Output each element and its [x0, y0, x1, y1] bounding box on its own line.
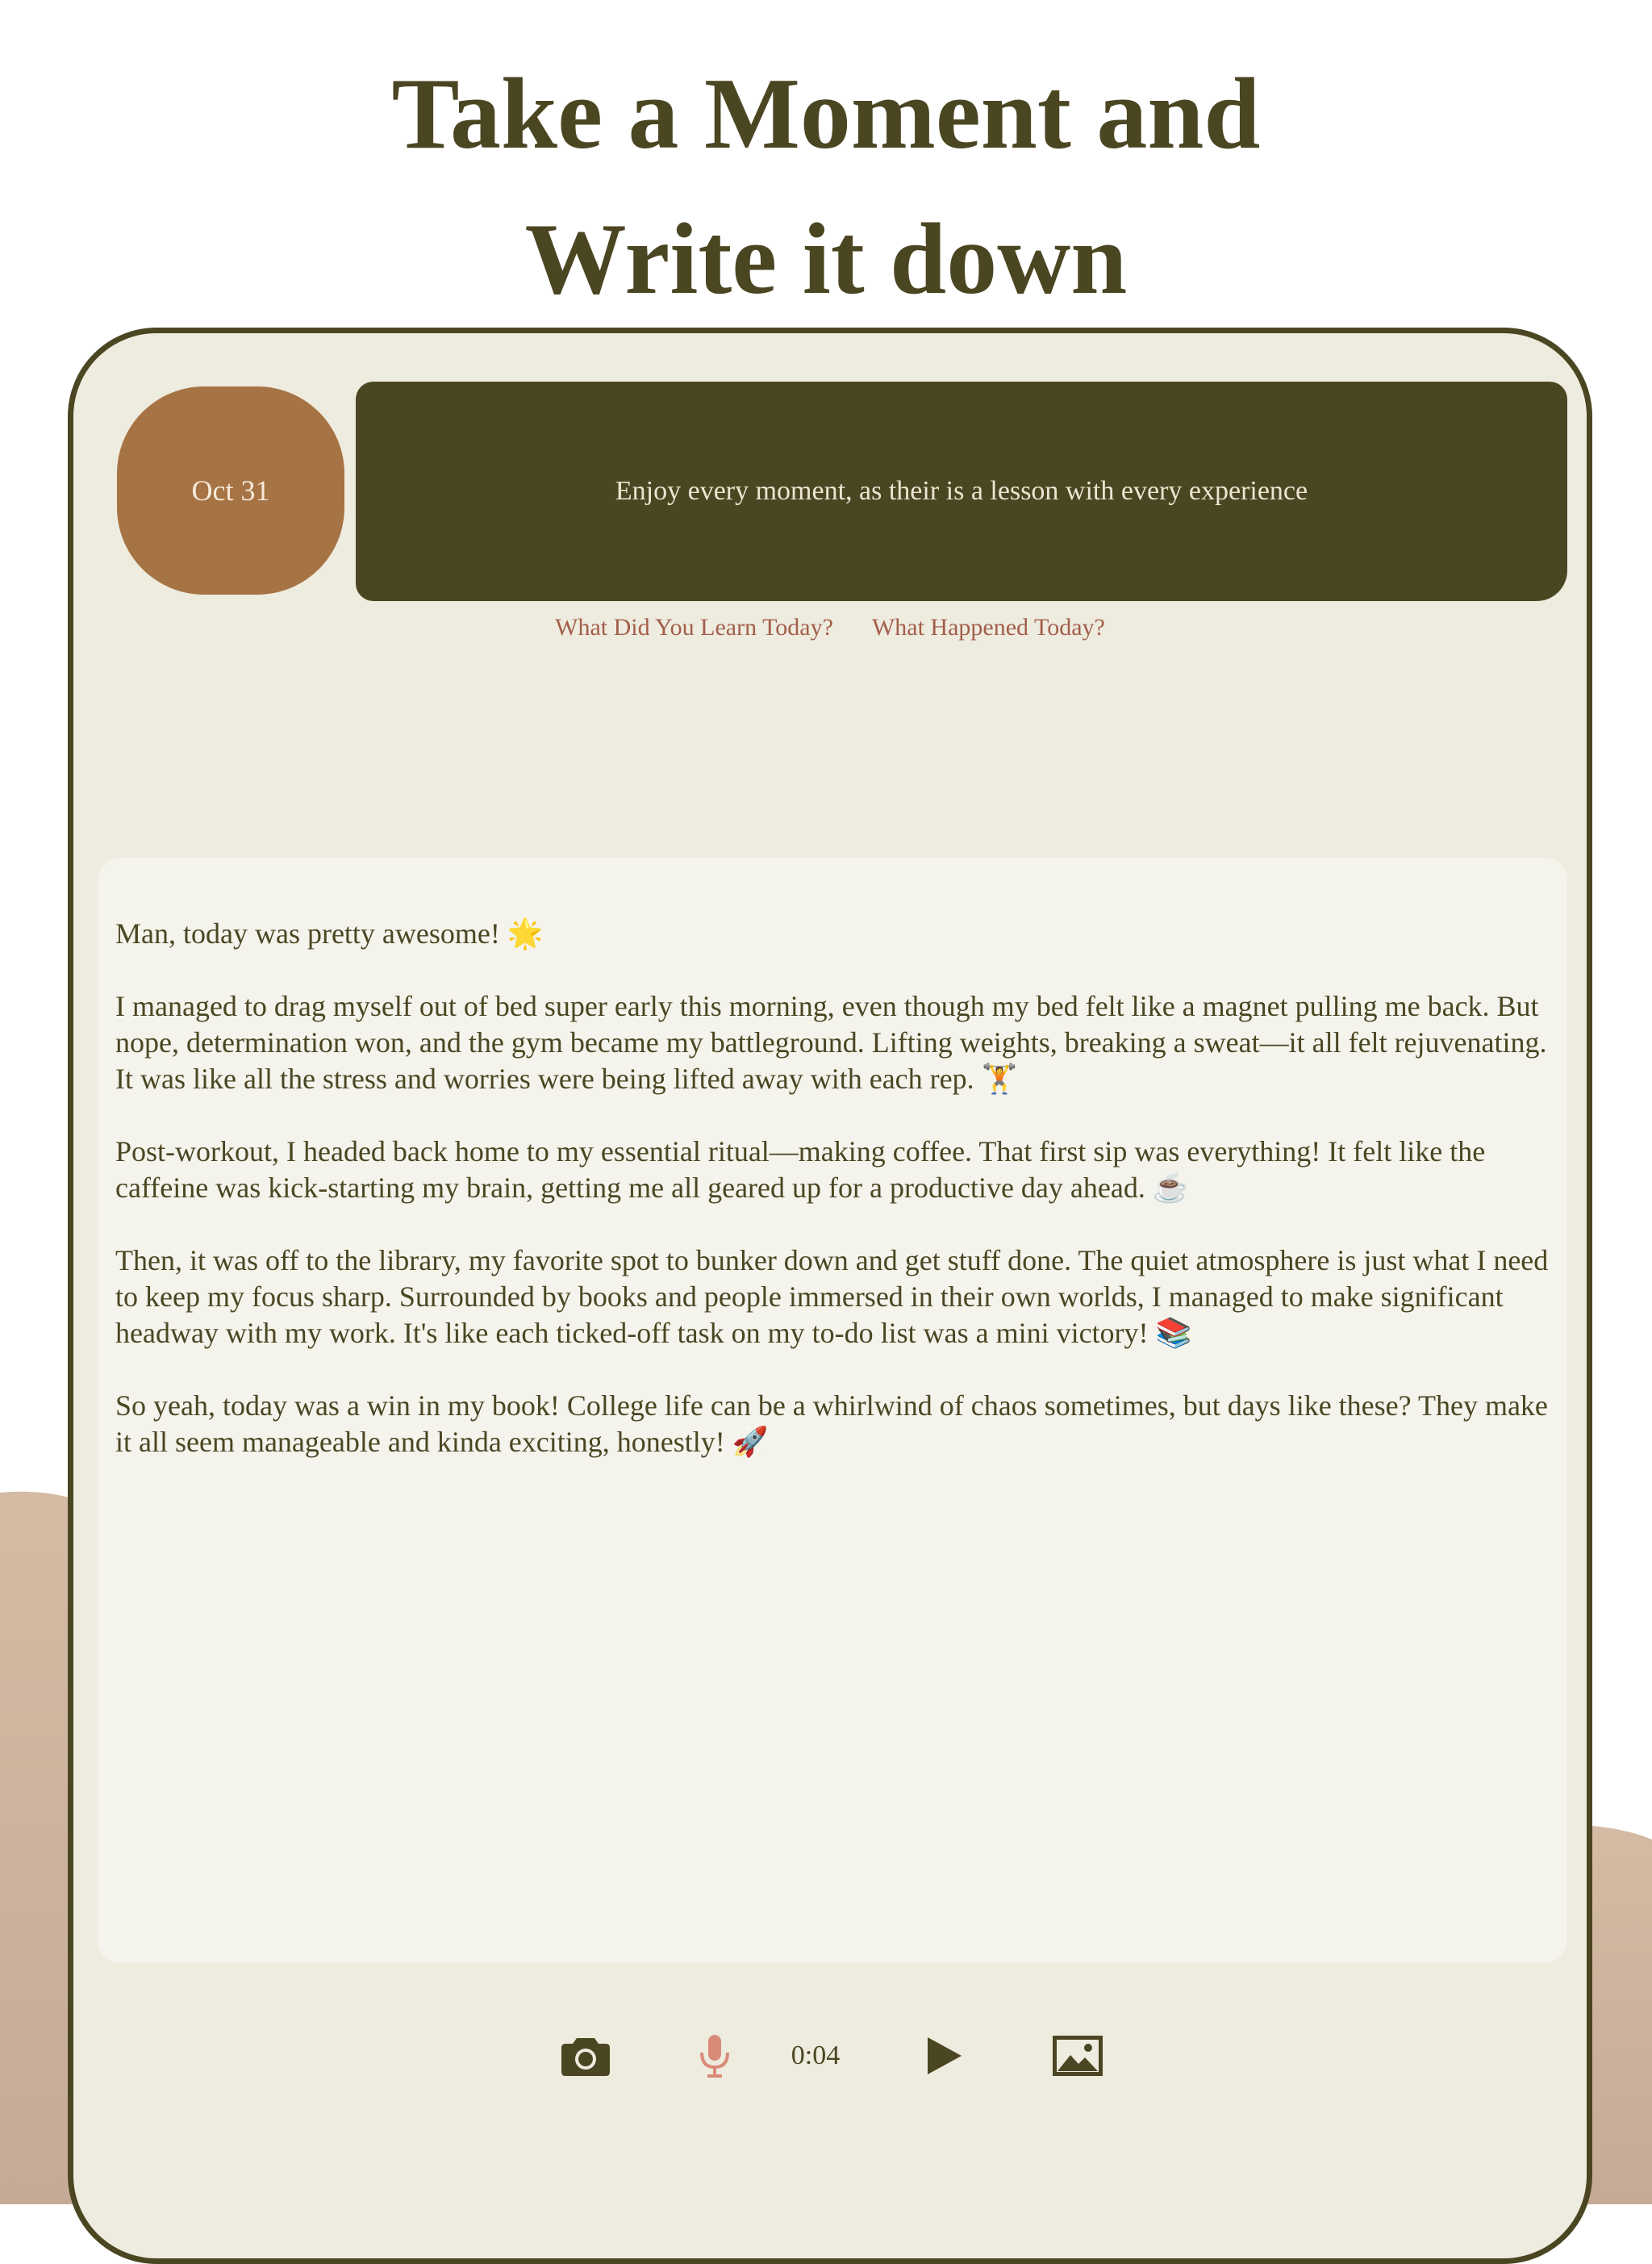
- prompt-learn-link[interactable]: What Did You Learn Today?: [555, 614, 833, 641]
- microphone-icon: [699, 2033, 731, 2078]
- image-button[interactable]: [1049, 2020, 1106, 2092]
- prompt-happened-link[interactable]: What Happened Today?: [871, 614, 1105, 641]
- journal-entry-text[interactable]: [98, 858, 1567, 1963]
- journal-paragraph: Post-workout, I headed back home to my essential ritual—making coffee. That first sip was everything! It felt like the caffeine was kick-starting my brain, getting me all geared up for a productive day ahead. ☕: [115, 1135, 1486, 1204]
- play-icon: [926, 2036, 963, 2076]
- headline-line-1: Take a Moment and: [391, 58, 1261, 170]
- quote-card: [356, 382, 1567, 601]
- journal-paragraph: I managed to drag myself out of bed super early this morning, even though my bed felt like a magnet pulling me back. But nope, determination won, and the gym became my battleground. Lifting weights, breaking a sweat—it all felt rejuvenating. It was like all the stress and worries were being lifted away with each rep. 🏋️: [115, 990, 1547, 1095]
- recording-timer: [783, 2020, 848, 2092]
- microphone-button[interactable]: [695, 2020, 735, 2092]
- image-icon: [1053, 2036, 1103, 2076]
- play-button[interactable]: [920, 2020, 969, 2092]
- journal-paragraph: Man, today was pretty awesome! 🌟: [115, 917, 544, 950]
- journal-paragraph: So yeah, today was a win in my book! College life can be a whirlwind of chaos sometimes, but days like these? They make it all seem manageable and kinda exciting, honestly! 🚀: [115, 1389, 1548, 1458]
- date-badge[interactable]: [117, 386, 344, 595]
- device-frame: [68, 328, 1592, 2264]
- journal-paragraph: Then, it was off to the library, my favorite spot to bunker down and get stuff done. The quiet atmosphere is just what I need to keep my focus sharp. Surrounded by books and people immersed in their own worlds, I managed to make significant headway with my work. It's like each ticked-off task on my to-do list was a mini victory! 📚: [115, 1244, 1549, 1349]
- timer-label: 0:04: [791, 2041, 841, 2070]
- camera-icon: [561, 2035, 611, 2077]
- media-toolbar: [73, 2020, 1587, 2092]
- camera-button[interactable]: [557, 2020, 614, 2092]
- page-headline: [0, 42, 1652, 332]
- headline-line-2: Write it down: [524, 203, 1128, 315]
- prompt-links: [73, 614, 1587, 641]
- quote-text: Enjoy every moment, as their is a lesson with every experience: [615, 476, 1308, 506]
- date-label: Oct 31: [191, 474, 270, 507]
